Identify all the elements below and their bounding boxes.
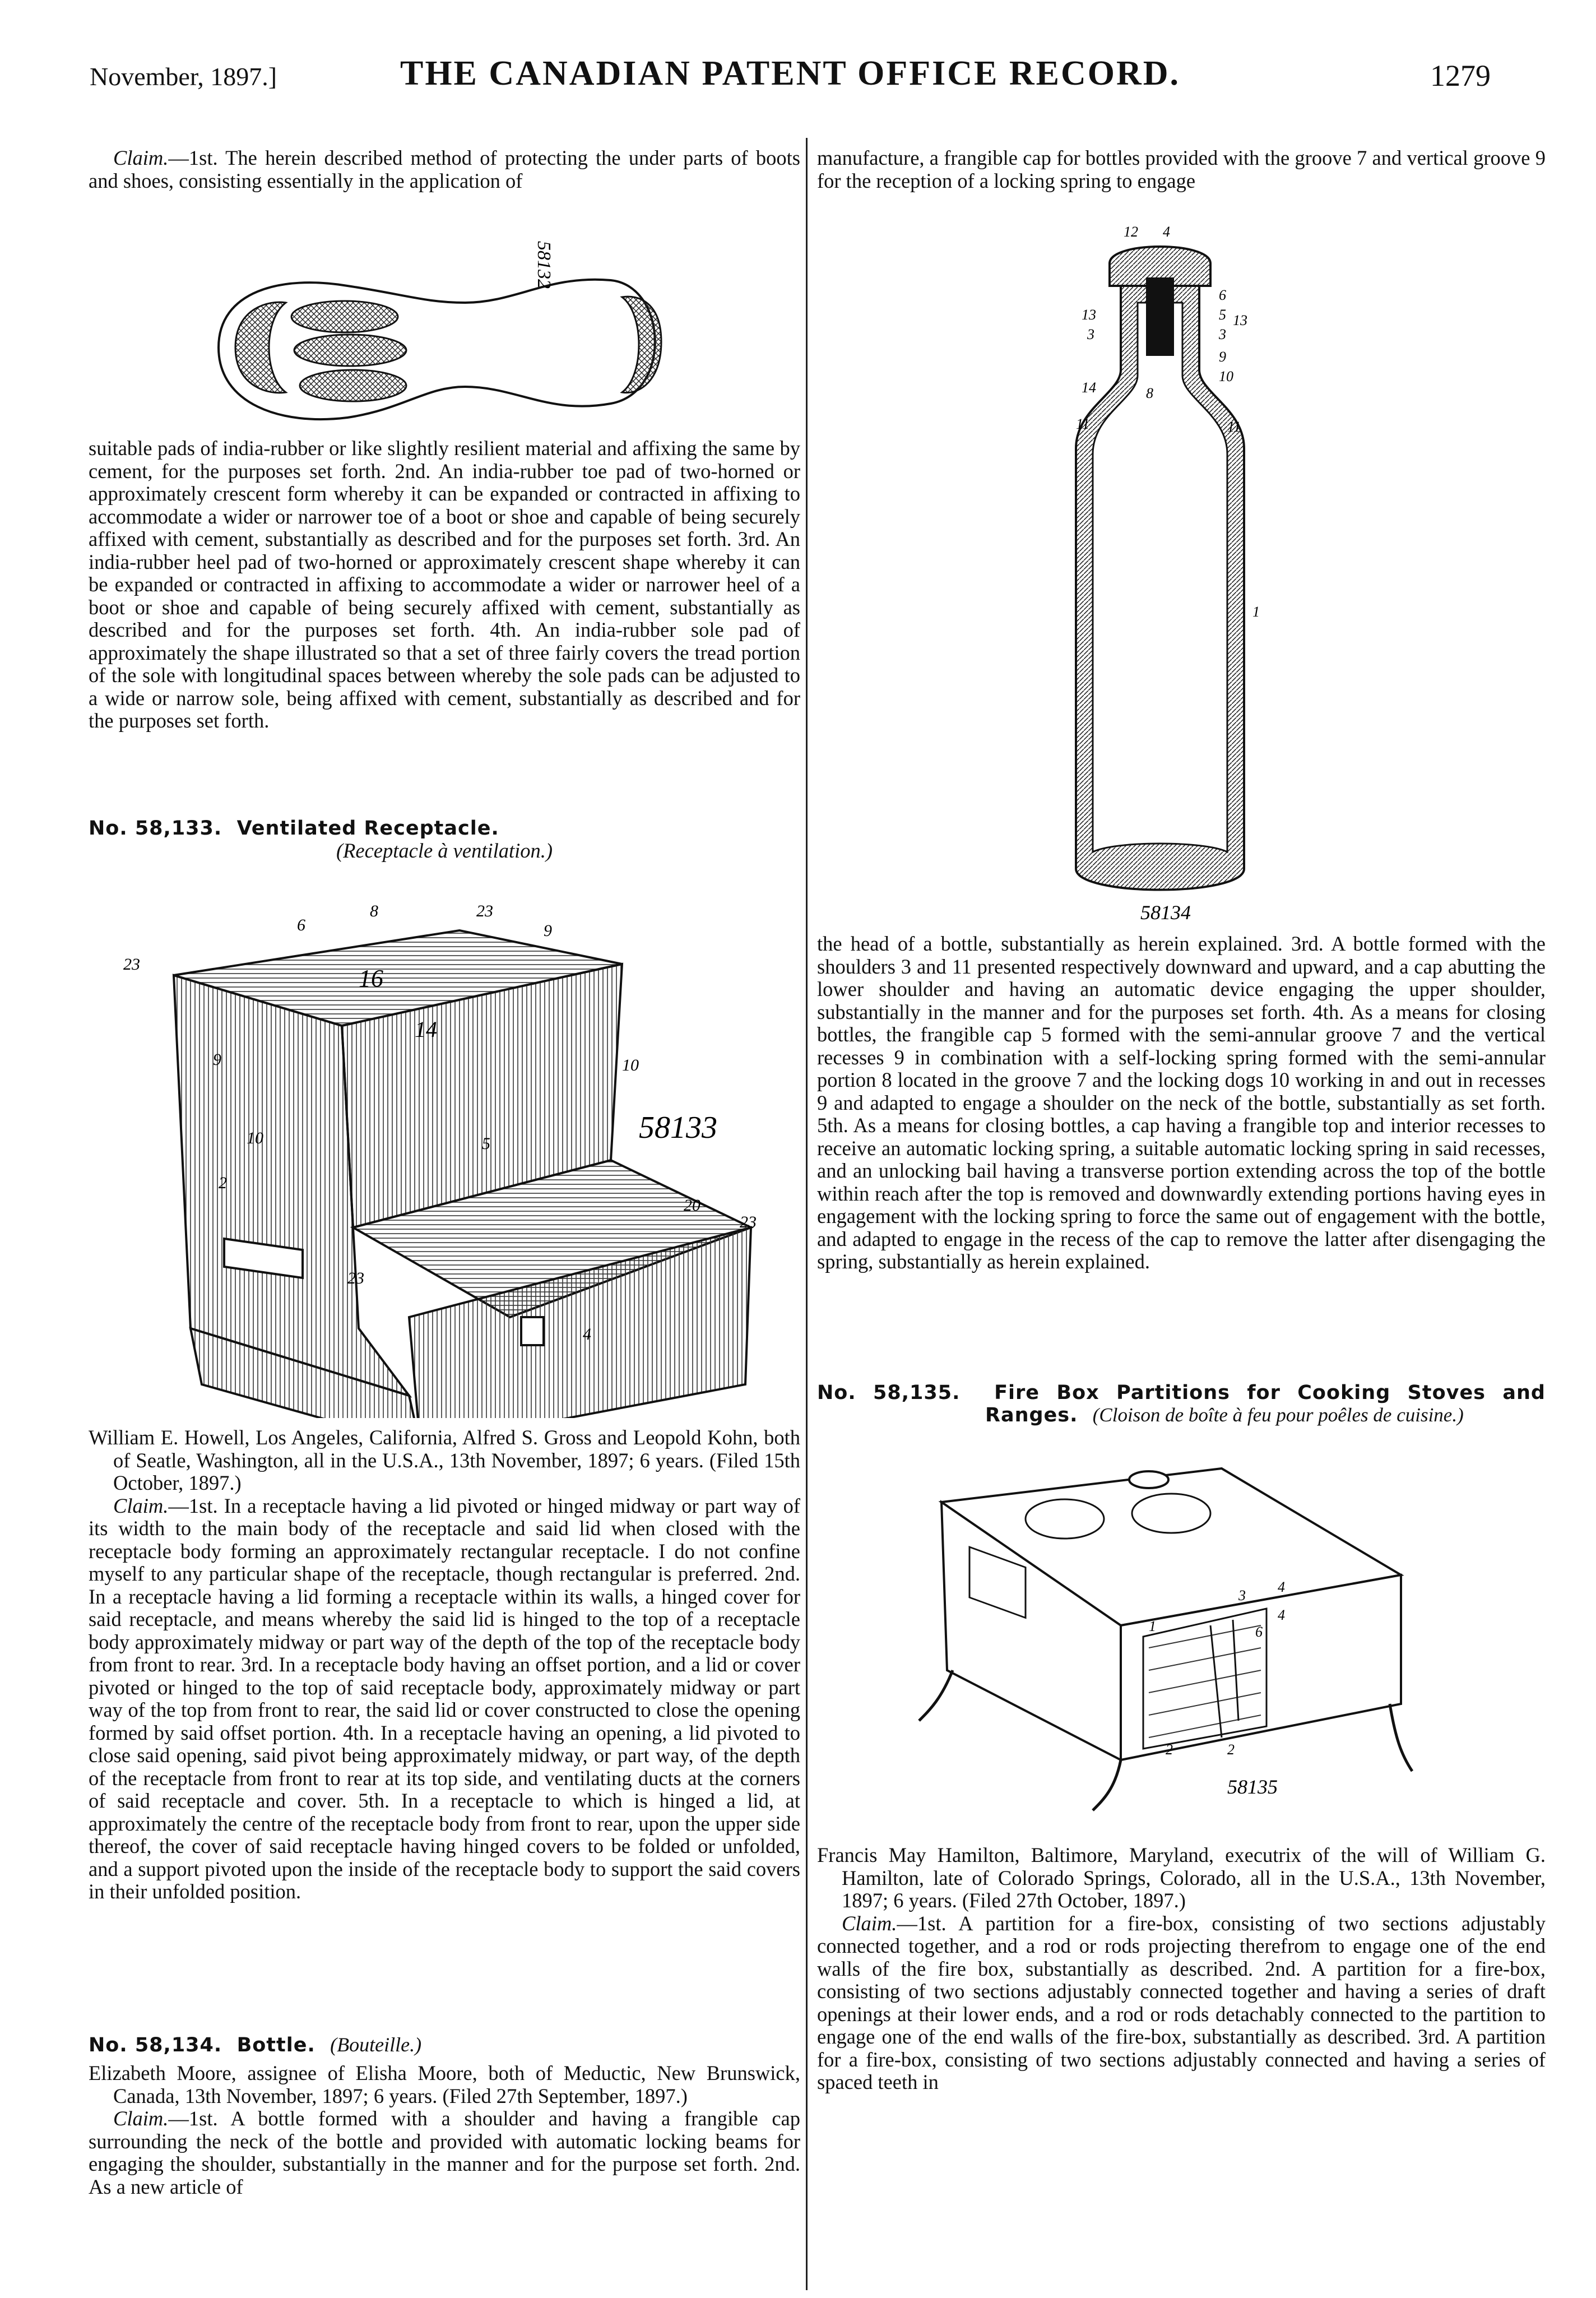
- claim-58132-top: [89, 147, 800, 192]
- callout: 8: [370, 902, 378, 920]
- callout: 11: [1227, 419, 1241, 435]
- patent-subtitle: (Bouteille.): [330, 2033, 422, 2056]
- callout: 2: [219, 1174, 227, 1192]
- stove-illustration: [908, 1457, 1457, 1822]
- callout: 4: [1278, 1579, 1285, 1595]
- callout: 10: [622, 1056, 639, 1074]
- patent-58135-body: [817, 1844, 1546, 2094]
- callout: 6: [1255, 1624, 1263, 1640]
- callout: 6: [1219, 287, 1226, 303]
- inventor-line: Francis May Hamilton, Baltimore, Maryland, executrix of the will of William G. Hamilton, late of Colorado Springs, Colorado, all in the U.S.A., 13th November, 1897; 6 years. (Filed 27th October, 1897.): [817, 1843, 1546, 1912]
- callout: 2: [1166, 1741, 1173, 1758]
- figure-number: 58134: [1140, 901, 1191, 924]
- callout: 10: [247, 1129, 263, 1147]
- callout: 9: [213, 1050, 221, 1069]
- callout: 4: [583, 1325, 591, 1343]
- publication-title: THE CANADIAN PATENT OFFICE RECORD.: [400, 54, 1181, 92]
- figure-bottle: [1026, 224, 1339, 925]
- claim-label: Claim.: [842, 1911, 897, 1935]
- callout: 11: [1076, 416, 1090, 432]
- callout: 1: [1149, 1618, 1156, 1634]
- page-number: 1279: [1430, 59, 1491, 92]
- callout: 9: [544, 921, 552, 940]
- bottle-illustration: [1026, 224, 1339, 925]
- column-divider: [806, 138, 808, 2290]
- figure-number: 58132: [533, 241, 554, 289]
- claim-label: Claim.: [113, 1494, 169, 1517]
- callout: 9: [1219, 349, 1226, 365]
- bottle-claim-continued: [817, 933, 1546, 1273]
- callout: 6: [297, 916, 305, 934]
- callout: 10: [1219, 368, 1233, 384]
- callout: 5: [1219, 307, 1226, 323]
- callout: 23: [123, 955, 140, 974]
- issue-date: November, 1897.]: [90, 62, 277, 91]
- callout: 2: [1227, 1741, 1235, 1758]
- claim-text: —1st. A partition for a fire-box, consisting of two sections adjustably connected together, and a rod or rods projecting therefrom to engage one of the end walls of the fire box, substantially as described. 2nd. A partition for a fire-box, consisting of two sections adjustably connected together and having a series of draft openings at their lower ends, and a rod or rods detachably connected to the partition to engage one of the end walls of the fire-box, substantially as described. 3rd. A partition for a fire-box, consisting of two sections adjustably connected and having a series of spaced teeth in: [817, 1911, 1546, 2093]
- callout: 13: [1233, 312, 1247, 328]
- callout: 23: [476, 902, 493, 920]
- callout: 5: [482, 1134, 490, 1153]
- claim-text: the head of a bottle, substantially as herein explained. 3rd. A bottle formed with the shoulders 3 and 11 presented respectively downward and upward, and a cap abutting the lower shoulder and having an automatic device engaging the upper shoulder, substantially in the manner and for the purposes set forth. 4th. As a means for closing bottles, the frangible cap 5 formed with the semi-annular groove 7 and the vertical recesses 9 in combination with a self-locking spring formed with the semi-annular portion 8 located in the groove 7 and the locking dogs 10 working in and out in recesses 9 and adapted to engage a shoulder on the neck of the bottle, substantially as set forth. 5th. As a means for closing bottles, a cap having a frangible top and interior recesses to receive an automatic locking spring, a suitable automatic locking spring in said recesses, and an unlocking bail having a transverse portion extending across the top of the bottle within reach after the top is removed and downwardly extending portions having eyes in engagement with the locking spring to force the same out of engagement with the bottle, and adapted to engage in the recess of the cap to remove the latter after disengaging the spring, substantially as herein explained.: [817, 932, 1546, 1273]
- claim-58132-bottom: [89, 437, 800, 733]
- callout: 16: [359, 965, 383, 992]
- inventor-line: Elizabeth Moore, assignee of Elisha Moore, both of Meductic, New Brunswick, Canada, 13th November, 1897; 6 years. (Filed 27th September, 1897.): [89, 2061, 800, 2107]
- callout: 20: [684, 1196, 700, 1215]
- callout: 14: [415, 1017, 437, 1042]
- callout: 3: [1087, 326, 1094, 342]
- patent-number: No. 58,135.: [817, 1382, 961, 1404]
- callout: 13: [1082, 307, 1096, 323]
- claim-label: Claim.: [113, 146, 169, 169]
- inventor-line: William E. Howell, Los Angeles, California, Alfred S. Gross and Leopold Kohn, both of Seatle, Washington, all in the U.S.A., 13th November, 1897; 6 years. (Filed 15th October, 1897.): [89, 1426, 800, 1494]
- claim-text: —1st. In a receptacle having a lid pivoted or hinged midway or part way of its width to the main body of the receptacle and said lid when closed with the receptacle body forming an approximately rectangular receptacle. I do not confine myself to any particular shape of the receptacle, though rectangular is preferred. 2nd. In a receptacle having a lid forming a receptacle within its walls, a hinged cover for said receptacle, and means whereby the said lid is hinged to the top of a receptacle body approximately midway or part way of the depth of the top of the receptacle body from front to rear. 3rd. In a receptacle body having an offset portion, and a lid or cover pivoted or hinged to the top of said receptacle body, approximately midway or part way of the top from front to rear, the said lid or cover constructed to close the opening formed by said offset portion. 4th. In a receptacle having an opening, a lid pivoted to close said opening, said pivot being approximately midway, or part way, of the depth of the receptacle from front to rear at its top side, and ventilating ducts at the corners of said receptacle and cover. 5th. In a receptacle to which is hinged a lid, at approximately the centre of the receptacle body from front to rear, upon the upper side thereof, the cover of said receptacle having hinged covers to be folded or unfolded, and a support pivoted upon the inside of the receptacle body to support the said covers in their unfolded position.: [89, 1494, 800, 1903]
- claim-text: —1st. The herein described method of protecting the under parts of boots and shoes, consisting essentially in the application of: [89, 146, 800, 192]
- page-header: [90, 54, 1491, 99]
- callout: 12: [1124, 224, 1138, 240]
- patent-title: Fire Box Partitions for Cooking Stoves and Ranges.: [985, 1382, 1546, 1426]
- patent-58134: [89, 2033, 800, 2198]
- patent-number: No. 58,133.: [89, 817, 222, 840]
- claim-text: suitable pads of india-rubber or like slightly resilient material and affixing the same by cement, for the purposes set forth. 2nd. An india-rubber toe pad of two-horned or approximately crescent form whereby it can be expanded or contracted in affixing to accommodate a wider or narrower toe of a boot or shoe and capable of being securely affixed with cement, substantially as described and for the purposes set forth. 3rd. An india-rubber heel pad of two-horned or approximately crescent shape whereby it can be expanded or contracted in affixing to accommodate a wider or narrower heel of a boot or shoe and capable of being securely affixed with cement, substantially as described and for the purposes set forth. 4th. An india-rubber sole pad of approximately the shape illustrated so that a set of three fairly covers the tread portion of the sole with longitudinal spaces between whereby the sole pads can be adjusted to a wide or narrow sole, being affixed with cement, substantially as described and for the purposes set forth.: [89, 437, 800, 732]
- claim-label: Claim.: [113, 2107, 169, 2130]
- shoe-sole-illustration: [202, 207, 684, 437]
- callout: 3: [1238, 1587, 1246, 1604]
- callout: 4: [1163, 224, 1170, 240]
- callout: 4: [1278, 1607, 1285, 1623]
- callout: 1: [1252, 604, 1260, 620]
- callout: 23: [347, 1269, 364, 1287]
- callout: 8: [1146, 385, 1153, 401]
- claim-text: manufacture, a frangible cap for bottles provided with the groove 7 and vertical groove 9 for the reception of a locking spring to engage: [817, 146, 1546, 192]
- figure-ventilated-receptacle: [118, 891, 790, 1418]
- callout: 23: [740, 1213, 757, 1231]
- patent-subtitle: (Cloison de boîte à feu pour poêles de cuisine.): [1092, 1404, 1464, 1426]
- patent-title: Bottle.: [236, 2034, 316, 2056]
- figure-number: 58133: [639, 1110, 717, 1145]
- patent-58133-body: [89, 1426, 800, 1903]
- callout: 3: [1219, 326, 1226, 342]
- callout: 14: [1082, 379, 1096, 396]
- receptacle-illustration: [118, 891, 790, 1418]
- figure-number: 58135: [1227, 1776, 1278, 1798]
- patent-title: Ventilated Receptacle.: [236, 817, 499, 840]
- bottle-claim-continued-top: [817, 147, 1546, 192]
- patent-number: No. 58,134.: [89, 2034, 222, 2056]
- patent-58135-heading: [817, 1382, 1546, 1426]
- patent-subtitle: (Receptacle à ventilation.): [336, 839, 553, 862]
- figure-shoe-sole: [202, 207, 684, 437]
- claim-text: —1st. A bottle formed with a shoulder and having a frangible cap surrounding the neck of the bottle and provided with automatic locking beams for engaging the shoulder, substantially in the manner and for the purpose set forth. 2nd. As a new article of: [89, 2107, 800, 2198]
- figure-fire-box-stove: [908, 1457, 1457, 1822]
- patent-58133-heading: [89, 817, 800, 863]
